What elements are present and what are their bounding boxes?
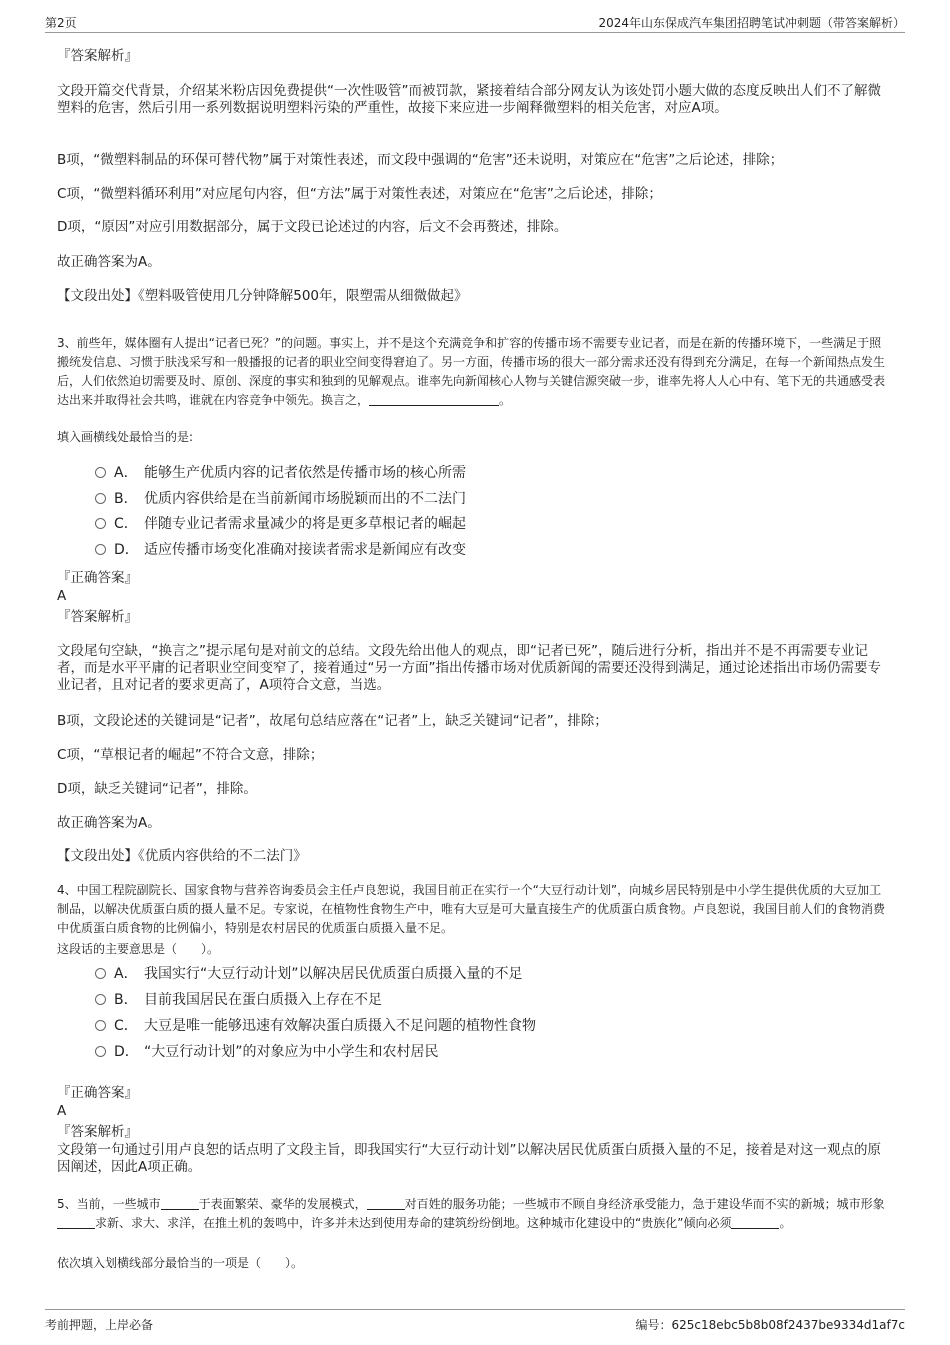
option-label: D． xyxy=(114,542,139,558)
page-number: 第2页 xyxy=(45,16,77,30)
q3-stem-text: 3、前些年，媒体圈有人提出“记者已死？”的问题。事实上，并不是这个充满竞争和扩容的传播市场不需要专业记者，而是在新的传播环境下，一些满足于照搬统发信息、习惯于肤浅采写和一般播报的记者的职业空间变得窘迫了。另一方面，传播市场的很大一部分需求还没有得到充分满足，在每一个新闻热点发生后，人们依然迫切需要及时、原创、深度的事实和独到的见解观点。谁率先向新闻核心人物与关键信源突破一步，谁率先将人人心中有、笔下无的共通感受表达出来并取得社会共鸣，谁就在内容竞争中领先。换言之， xyxy=(57,336,886,407)
q5-stem-part: 。 xyxy=(779,1216,792,1230)
q3-analysis-p2: B项，文段论述的关键词是“记者”，故尾句总结应落在“记者”上，缺乏关键词“记者”，排除； xyxy=(57,713,608,729)
q4-option-a[interactable] xyxy=(95,965,523,983)
q5-blank-3 xyxy=(57,1216,95,1229)
q4-answer: A xyxy=(57,1103,67,1119)
page-footer xyxy=(45,1309,905,1334)
footer-slogan: 考前押题，上岸必备 xyxy=(45,1318,154,1332)
option-text: 伴随专业记者需求量减少的将是更多草根记者的崛起 xyxy=(144,516,466,532)
q3-prompt: 填入画横线处最恰当的是: xyxy=(57,430,194,444)
q3-answer-label: 『正确答案』 xyxy=(57,570,138,586)
q5-stem-part: 5、当前，一些城市 xyxy=(57,1197,161,1211)
option-label: B． xyxy=(114,992,138,1008)
q2-source: 【文段出处】《塑料吸管使用几分钟降解500年，限塑需从细微做起》 xyxy=(57,288,468,304)
page-header xyxy=(45,12,905,33)
q2-analysis-p4: D项，“原因”对应引用数据部分，属于文段已论述过的内容，后文不会再赘述，排除。 xyxy=(57,219,568,235)
q4-stem: 4、中国工程院副院长、国家食物与营养咨询委员会主任卢良恕说，我国目前正在实行一个“大豆行动计划”，向城乡居民特别是中小学生提供优质的大豆加工制品，以解决优质蛋白质的摄人量不足。专家说，在植物性食物生产中，唯有大豆是可大量直接生产的优质蛋白质食物。卢良恕说，我国目前人们的食物消费中优质蛋白质食物的比例偏小，特别是农村居民的优质蛋白质摄入量不足。 xyxy=(57,883,886,935)
q4-prompt: 这段话的主要意思是（ ）。 xyxy=(57,942,220,956)
option-text: 能够生产优质内容的记者依然是传播市场的核心所需 xyxy=(144,465,466,481)
q3-option-d[interactable] xyxy=(95,541,466,559)
q5-stem-part: 求新、求大、求洋，在推土机的轰鸣中，许多并未达到使用寿命的建筑纷纷倒地。这种城市化建设中的“贵族化”倾向必须 xyxy=(95,1216,732,1230)
option-text: 我国实行“大豆行动计划”以解决居民优质蛋白质摄入量的不足 xyxy=(144,966,523,982)
q3-conclusion: 故正确答案为A。 xyxy=(57,815,161,831)
q3-analysis-p3: C项，“草根记者的崛起”不符合文意，排除； xyxy=(57,747,324,763)
radio-icon[interactable] xyxy=(95,994,106,1005)
q2-analysis-p1: 文段开篇交代背景，介绍某米粉店因免费提供“一次性吸管”而被罚款，紧接着结合部分网友认为该处罚小题大做的态度反映出人们不了解微塑料的危害，然后引用一系列数据说明塑料污染的严重性，故接下来应进一步阐释微塑料的相关危害，对应A项。 xyxy=(57,83,881,116)
option-label: D． xyxy=(114,1044,139,1060)
option-label: C． xyxy=(114,1018,138,1034)
q3-source: 【文段出处】《优质内容供给的不二法门》 xyxy=(57,848,307,864)
option-text: 目前我国居民在蛋白质摄入上存在不足 xyxy=(144,992,382,1008)
q3-stem xyxy=(57,334,892,410)
q5-blank-1 xyxy=(161,1197,199,1210)
radio-icon[interactable] xyxy=(95,544,106,555)
option-label: A． xyxy=(114,966,138,982)
footer-code-value: 625c18ebc5b8b08f2437be9334d1af7c xyxy=(671,1318,905,1332)
option-text: 优质内容供给是在当前新闻市场脱颖而出的不二法门 xyxy=(144,491,466,507)
q2-analysis-p2: B项，“微塑料制品的环保可替代物”属于对策性表述，而文段中强调的“危害”还未说明，对策应在“危害”之后论述，排除； xyxy=(57,152,784,168)
option-text: “大豆行动计划”的对象应为中小学生和农村居民 xyxy=(144,1044,439,1060)
q5-blank-2 xyxy=(367,1197,405,1210)
footer-code xyxy=(635,1316,905,1333)
option-text: 适应传播市场变化准确对接读者需求是新闻应有改变 xyxy=(144,542,466,558)
option-label: A． xyxy=(114,465,138,481)
q5-prompt: 依次填入划横线部分最恰当的一项是（ ）。 xyxy=(57,1256,304,1270)
q5-blank-4 xyxy=(731,1216,779,1229)
q3-option-a[interactable] xyxy=(95,464,466,482)
q4-analysis-label: 『答案解析』 xyxy=(57,1124,138,1140)
radio-icon[interactable] xyxy=(95,493,106,504)
q3-analysis-p1: 文段尾句空缺，“换言之”提示尾句是对前文的总结。文段先给出他人的观点，即“记者已死”，随后进行分析，指出并不是不再需要专业记者，而是水平平庸的记者职业空间变窄了，接着通过“另一方面”指出传播市场对优质新闻的需要还没得到满足，通过论述指出市场仍需要专业记者，且对记者的要求更高了，A项符合文意，当选。 xyxy=(57,643,881,693)
option-label: B． xyxy=(114,491,138,507)
q3-option-b[interactable] xyxy=(95,490,466,508)
q5-stem-part: 对百姓的服务功能；一些城市不顾自身经济承受能力，急于建设华而不实的新城；城市形象 xyxy=(404,1197,885,1211)
radio-icon[interactable] xyxy=(95,518,106,529)
q4-option-c[interactable] xyxy=(95,1017,536,1035)
q4-option-d[interactable] xyxy=(95,1043,439,1061)
q3-answer: A xyxy=(57,588,67,604)
q5-stem-part: 于表面繁荣、豪华的发展模式， xyxy=(198,1197,367,1211)
option-label: C． xyxy=(114,516,138,532)
radio-icon[interactable] xyxy=(95,1020,106,1031)
radio-icon[interactable] xyxy=(95,1046,106,1057)
q2-analysis-p3: C项，“微塑料循环利用”对应尾句内容，但“方法”属于对策性表述，对策应在“危害”之后论述，排除； xyxy=(57,186,662,202)
document-title: 2024年山东保成汽车集团招聘笔试冲刺题（带答案解析） xyxy=(598,16,905,30)
q4-analysis: 文段第一句通过引用卢良恕的话点明了文段主旨，即我国实行“大豆行动计划”以解决居民优质蛋白质摄入量的不足，接着是对这一观点的原因阐述，因此A项正确。 xyxy=(57,1142,881,1175)
q4-option-b[interactable] xyxy=(95,991,382,1009)
footer-code-label: 编号： xyxy=(635,1318,672,1332)
q3-analysis-label: 『答案解析』 xyxy=(57,609,138,625)
radio-icon[interactable] xyxy=(95,467,106,478)
radio-icon[interactable] xyxy=(95,968,106,979)
q3-stem-end: 。 xyxy=(499,393,512,407)
q2-conclusion: 故正确答案为A。 xyxy=(57,254,161,270)
q3-blank xyxy=(369,393,499,406)
q4-answer-label: 『正确答案』 xyxy=(57,1085,138,1101)
option-text: 大豆是唯一能够迅速有效解决蛋白质摄入不足问题的植物性食物 xyxy=(144,1018,536,1034)
q3-analysis-p4: D项，缺乏关键词“记者”，排除。 xyxy=(57,781,257,797)
q3-option-c[interactable] xyxy=(95,515,466,533)
q5-stem xyxy=(57,1195,892,1233)
q2-analysis-label: 『答案解析』 xyxy=(57,48,138,64)
